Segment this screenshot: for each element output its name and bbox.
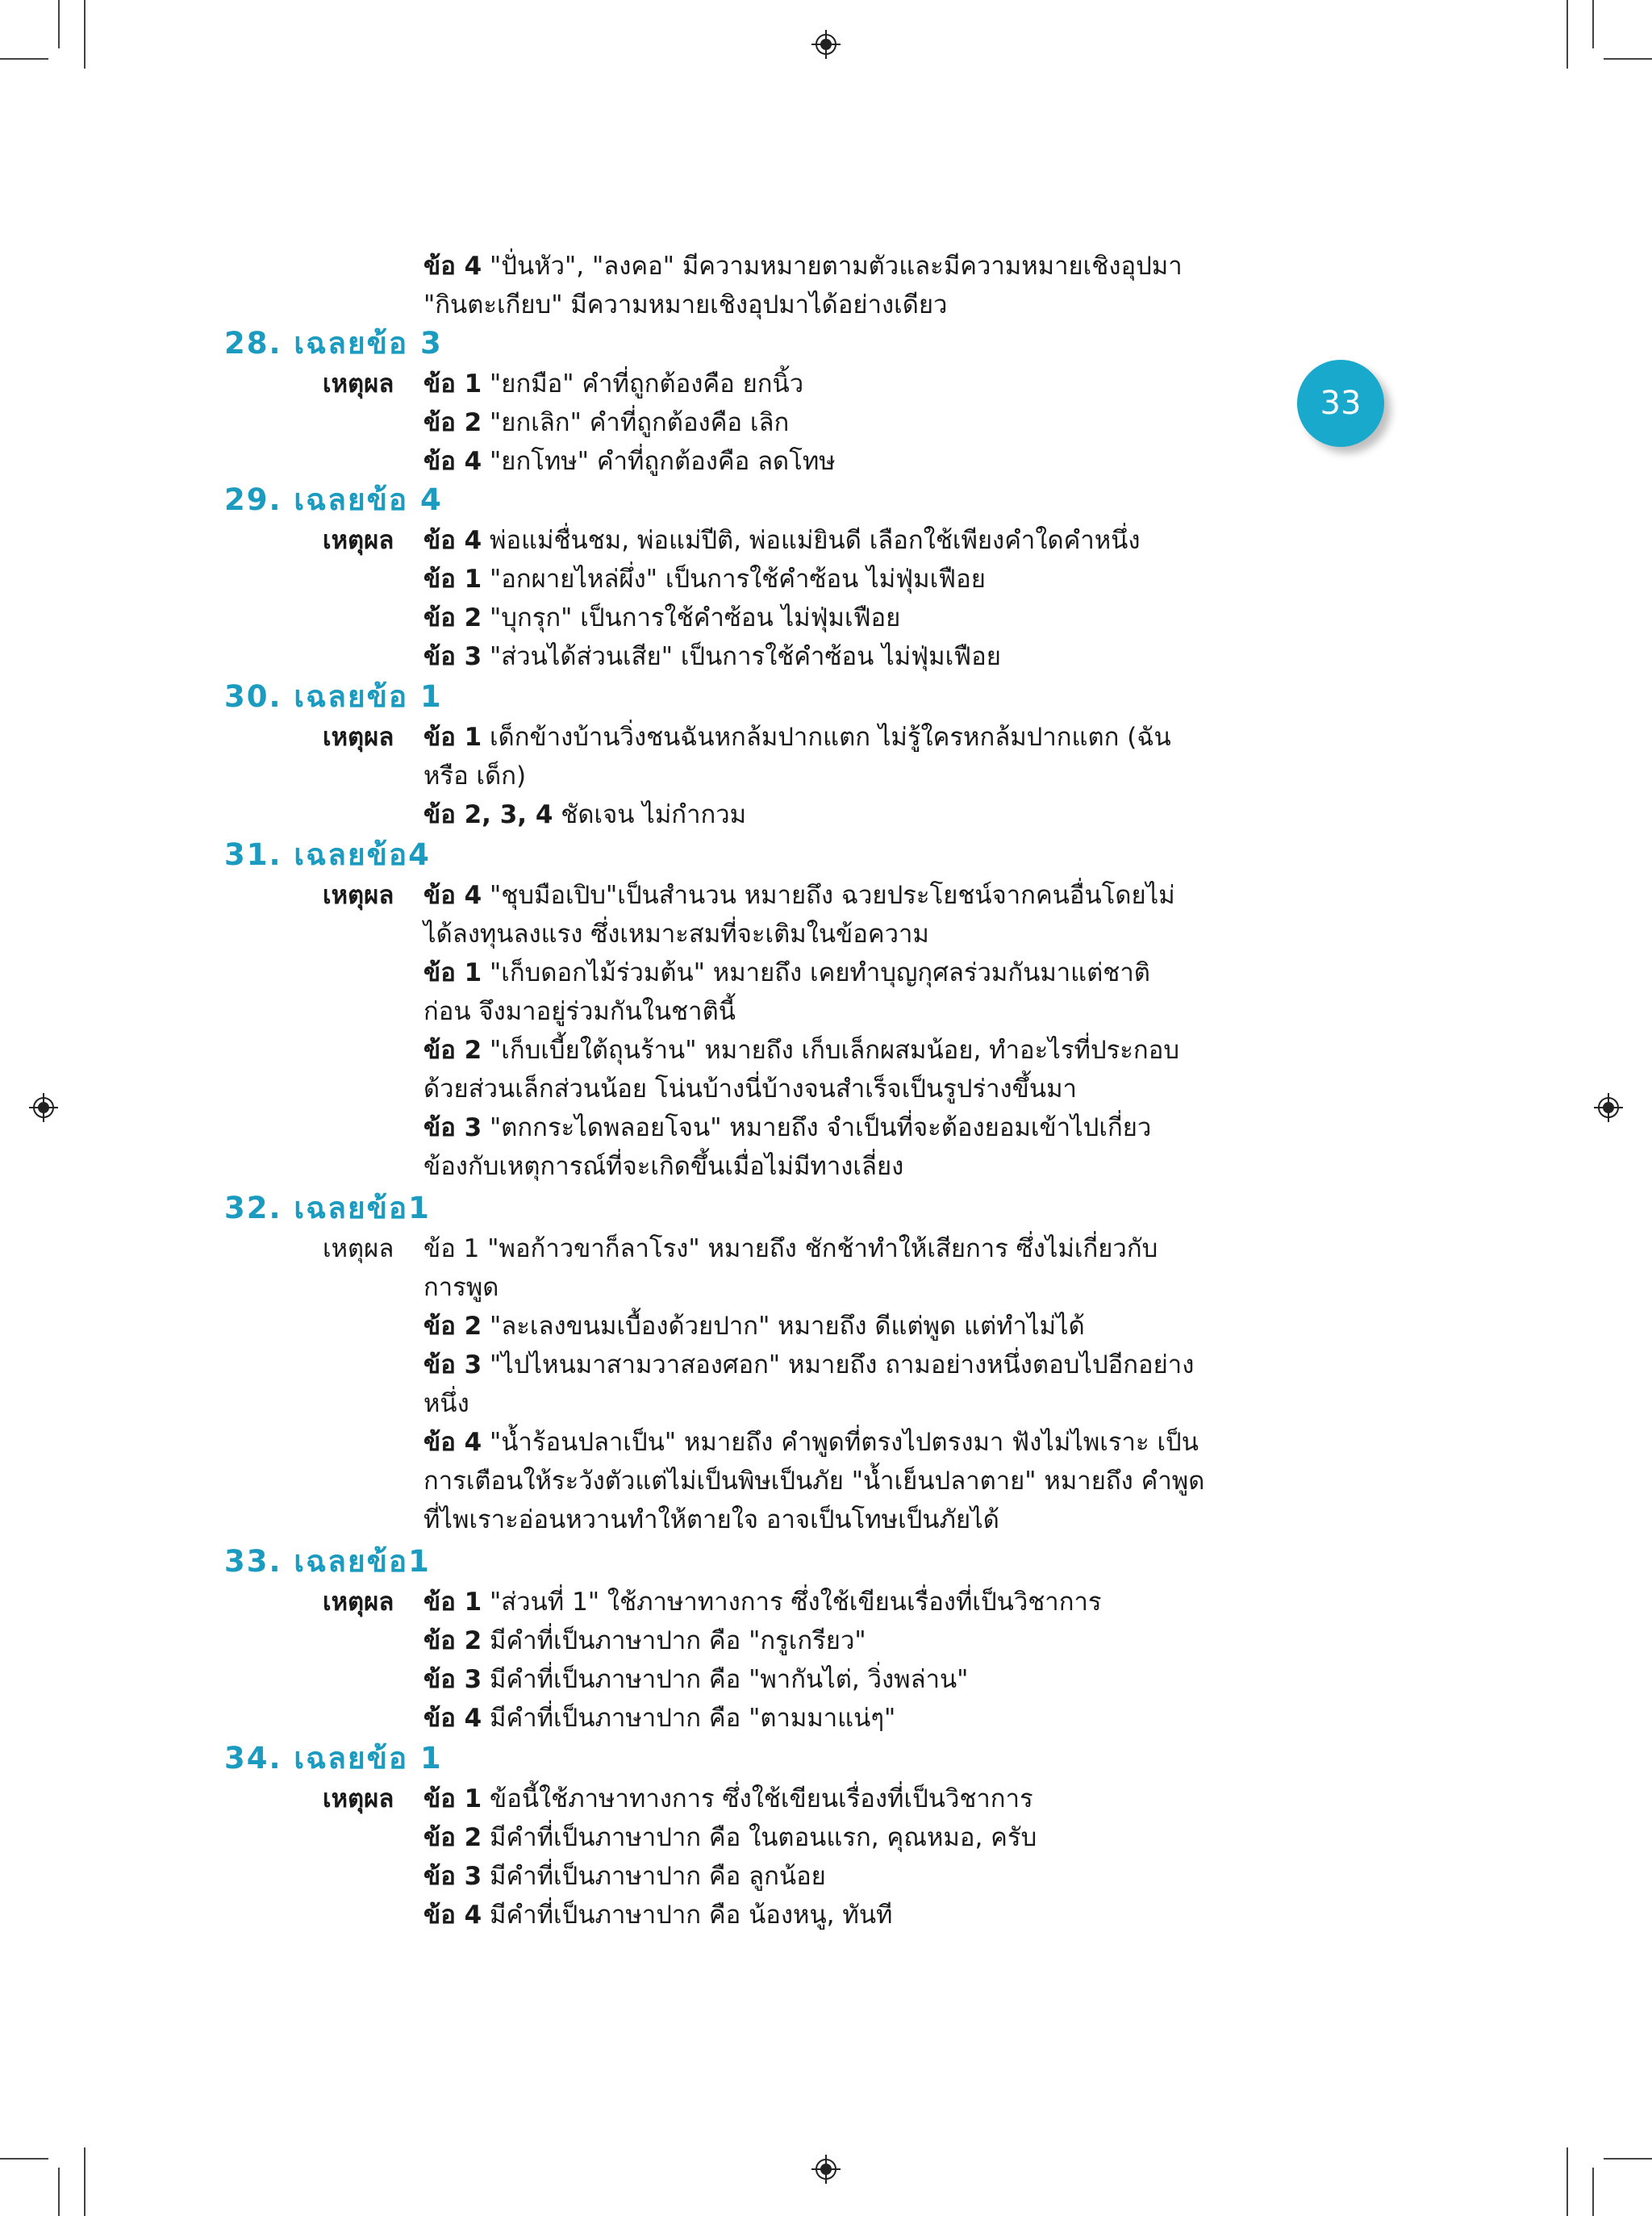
answer-line: [423, 1857, 826, 1896]
choice-label: ข้อ 4: [423, 1704, 482, 1733]
choice-label: ข้อ 2: [423, 1626, 482, 1655]
answer-line: [423, 954, 1150, 992]
choice-label: ข้อ 4: [423, 1428, 482, 1457]
choice-label: ข้อ 1: [423, 723, 482, 752]
registration-mark-icon: [1594, 1093, 1623, 1122]
choice-label: ข้อ 1: [423, 369, 482, 399]
page-number-badge: [1297, 360, 1384, 447]
answer-text: หนึ่ง: [423, 1389, 469, 1418]
choice-label: ข้อ 4: [423, 881, 482, 910]
registration-mark-icon: [811, 2155, 841, 2184]
crop-mark: [1592, 0, 1594, 48]
answer-line: [423, 403, 789, 442]
reason-label: เหตุผล: [323, 1784, 394, 1813]
registration-mark-icon: [29, 1093, 58, 1122]
crop-mark: [84, 0, 86, 69]
answer-line: [423, 247, 1183, 286]
crop-mark: [0, 2158, 48, 2160]
answer-line: [423, 1423, 1199, 1462]
answer-text: ได้ลงทุนลงแรง ซึ่งเหมาะสมที่จะเติมในข้อความ: [423, 920, 929, 949]
answer-heading: 30. เฉลยข้อ 1: [224, 679, 443, 714]
choice-label: ข้อ 4: [423, 526, 482, 555]
choice-label: ข้อ 1: [423, 565, 482, 594]
choice-label: ข้อ 4: [423, 1901, 482, 1930]
choice-label: ข้อ 2, 3, 4: [423, 800, 553, 829]
answer-text: ข้องกับเหตุการณ์ที่จะเกิดขึ้นเมื่อไม่มีทางเลี่ยง: [423, 1152, 904, 1181]
answer-text: "บุกรุก" เป็นการใช้คำซ้อน ไม่ฟุ่มเฟือย: [482, 603, 901, 632]
answer-text: ด้วยส่วนเล็กส่วนน้อย โน่นบ้างนี่บ้างจนสำเร็จเป็นรูปร่างขึ้นมา: [423, 1075, 1077, 1104]
choice-label: ข้อ 1: [423, 1234, 480, 1263]
reason-label: เหตุผล: [323, 526, 394, 555]
choice-label: ข้อ 3: [423, 1113, 482, 1142]
reason-label: เหตุผล: [323, 723, 394, 752]
answer-line: [423, 795, 746, 834]
choice-label: ข้อ 1: [423, 1784, 482, 1813]
answer-text: มีคำที่เป็นภาษาปาก คือ "กรูเกรียว": [482, 1626, 866, 1655]
reason-label: เหตุผล: [323, 1234, 394, 1263]
answer-line: [423, 1699, 895, 1738]
answer-line: [423, 1070, 1077, 1108]
choice-label: ข้อ 4: [423, 447, 482, 476]
answer-line: [423, 1108, 1151, 1147]
reason-label: เหตุผล: [323, 881, 394, 910]
crop-mark: [1604, 2158, 1652, 2160]
reason-label: เหตุผล: [323, 1588, 394, 1617]
crop-mark: [58, 0, 60, 48]
answer-line: [423, 560, 986, 599]
answer-line: [423, 1268, 499, 1307]
answer-text: "น้ำร้อนปลาเป็น" หมายถึง คำพูดที่ตรงไปตรงมา ฟังไม่ไพเราะ เป็น: [482, 1428, 1199, 1457]
answer-line: [423, 992, 736, 1031]
answer-text: "ปั่นหัว", "ลงคอ" มีความหมายตามตัวและมีความหมายเชิงอุปมา: [482, 252, 1183, 281]
crop-mark: [1604, 58, 1652, 60]
answer-heading: 31. เฉลยข้อ4: [224, 837, 431, 872]
answer-text: ข้อนี้ใช้ภาษาทางการ ซึ่งใช้เขียนเรื่องที่เป็นวิชาการ: [482, 1784, 1033, 1813]
answer-line: [423, 599, 900, 637]
answer-line: [423, 876, 1175, 915]
answer-line: [423, 1031, 1179, 1070]
choice-label: ข้อ 1: [423, 958, 482, 987]
registration-mark-icon: [811, 30, 841, 59]
answer-text: "พอก้าวขาก็ลาโรง" หมายถึง ชักช้าทำให้เสียการ ซึ่งไม่เกี่ยวกับ: [479, 1234, 1158, 1263]
choice-label: ข้อ 2: [423, 408, 482, 437]
crop-mark: [84, 2147, 86, 2216]
answer-line: [423, 1462, 1204, 1500]
answer-heading: 34. เฉลยข้อ 1: [224, 1741, 443, 1776]
crop-mark: [1566, 0, 1568, 69]
answer-text: ก่อน จึงมาอยู่ร่วมกันในชาตินี้: [423, 997, 736, 1026]
answer-text: "ชุบมือเปิบ"เป็นสำนวน หมายถึง ฉวยประโยชน์จากคนอื่นโดยไม่: [482, 881, 1175, 910]
answer-line: [423, 718, 1171, 757]
answer-line: [423, 1583, 1102, 1621]
answer-text: เด็กข้างบ้านวิ่งชนฉันหกล้มปากแตก ไม่รู้ใครหกล้มปากแตก (ฉัน: [482, 723, 1171, 752]
answer-heading: 28. เฉลยข้อ 3: [224, 326, 443, 361]
answer-line: [423, 1147, 903, 1186]
choice-label: ข้อ 4: [423, 252, 482, 281]
answer-text: "ไปไหนมาสามวาสองศอก" หมายถึง ถามอย่างหนึ่งตอบไปอีกอย่าง: [482, 1350, 1195, 1379]
choice-label: ข้อ 1: [423, 1588, 482, 1617]
choice-label: ข้อ 2: [423, 1823, 482, 1852]
choice-label: ข้อ 2: [423, 603, 482, 632]
answer-text: มีคำที่เป็นภาษาปาก คือ ในตอนแรก, คุณหมอ, ครับ: [482, 1823, 1037, 1852]
answer-line: [423, 1780, 1033, 1818]
answer-text: มีคำที่เป็นภาษาปาก คือ ลูกน้อย: [482, 1862, 826, 1891]
answer-line: [423, 1346, 1194, 1384]
answer-text: มีคำที่เป็นภาษาปาก คือ "พากันไต่, วิ่งพล่าน": [482, 1665, 969, 1694]
answer-line: [423, 637, 1001, 676]
page-number: 33: [1320, 385, 1362, 422]
answer-heading: 29. เฉลยข้อ 4: [224, 482, 443, 517]
choice-label: ข้อ 3: [423, 1350, 482, 1379]
choice-label: ข้อ 2: [423, 1312, 482, 1341]
answer-line: [423, 1621, 866, 1660]
answer-text: ชัดเจน ไม่กำกวม: [553, 800, 747, 829]
answer-line: [423, 1229, 1158, 1268]
crop-mark: [1566, 2147, 1568, 2216]
answer-line: [423, 1896, 892, 1934]
crop-mark: [0, 58, 48, 60]
answer-text: "ยกโทษ" คำที่ถูกต้องคือ ลดโทษ: [482, 447, 836, 476]
crop-mark: [1592, 2168, 1594, 2216]
answer-line: [423, 1818, 1037, 1857]
answer-line: [423, 442, 836, 481]
answer-text: "เก็บเบี้ยใต้ถุนร้าน" หมายถึง เก็บเล็กผสมน้อย, ทำอะไรที่ประกอบ: [482, 1036, 1179, 1065]
answer-line: [423, 1500, 999, 1539]
answer-text: "ละเลงขนมเบื้องด้วยปาก" หมายถึง ดีแต่พูด แต่ทำไม่ได้: [482, 1312, 1085, 1341]
answer-line: [423, 757, 526, 795]
answer-line: [423, 1660, 968, 1699]
answer-text: "เก็บดอกไม้ร่วมต้น" หมายถึง เคยทำบุญกุศลร่วมกันมาแต่ชาติ: [482, 958, 1150, 987]
answer-line: [423, 365, 803, 403]
answer-text: "ยกมือ" คำที่ถูกต้องคือ ยกนิ้ว: [482, 369, 804, 399]
crop-mark: [58, 2168, 60, 2216]
answer-heading: 33. เฉลยข้อ1: [224, 1544, 431, 1579]
answer-line: [423, 915, 929, 954]
answer-text: "อกผายไหล่ผึ่ง" เป็นการใช้คำซ้อน ไม่ฟุ่มเฟือย: [482, 565, 986, 594]
answer-text: "ยกเลิก" คำที่ถูกต้องคือ เลิก: [482, 408, 790, 437]
answer-text: "ส่วนได้ส่วนเสีย" เป็นการใช้คำซ้อน ไม่ฟุ่มเฟือย: [482, 642, 1001, 671]
answer-text: พ่อแม่ชื่นชม, พ่อแม่ปีติ, พ่อแม่ยินดี เลือกใช้เพียงคำใดคำหนึ่ง: [482, 526, 1141, 555]
answer-line: [423, 1307, 1085, 1346]
answer-line: [423, 1384, 469, 1423]
answer-text: "กินตะเกียบ" มีความหมายเชิงอุปมาได้อย่างเดียว: [423, 290, 948, 319]
choice-label: ข้อ 3: [423, 1862, 482, 1891]
answer-text: หรือ เด็ก): [423, 762, 527, 791]
answer-line: [423, 521, 1141, 560]
reason-label: เหตุผล: [323, 369, 394, 399]
answer-text: การเตือนให้ระวังตัวแต่ไม่เป็นพิษเป็นภัย "น้ำเย็นปลาตาย" หมายถึง คำพูด: [423, 1467, 1205, 1496]
answer-text: ที่ไพเราะอ่อนหวานทำให้ตายใจ อาจเป็นโทษเป็นภัยได้: [423, 1505, 999, 1534]
answer-text: "ตกกระไดพลอยโจน" หมายถึง จำเป็นที่จะต้องยอมเข้าไปเกี่ยว: [482, 1113, 1152, 1142]
answer-heading: 32. เฉลยข้อ1: [224, 1191, 431, 1225]
answer-text: การพูด: [423, 1273, 499, 1302]
answer-text: มีคำที่เป็นภาษาปาก คือ น้องหนู, ทันที: [482, 1901, 893, 1930]
answer-line: [423, 286, 947, 324]
choice-label: ข้อ 2: [423, 1036, 482, 1065]
choice-label: ข้อ 3: [423, 642, 482, 671]
choice-label: ข้อ 3: [423, 1665, 482, 1694]
answer-text: มีคำที่เป็นภาษาปาก คือ "ตามมาแน่ๆ": [482, 1704, 896, 1733]
answer-text: "ส่วนที่ 1" ใช้ภาษาทางการ ซึ่งใช้เขียนเรื่องที่เป็นวิชาการ: [482, 1588, 1102, 1617]
